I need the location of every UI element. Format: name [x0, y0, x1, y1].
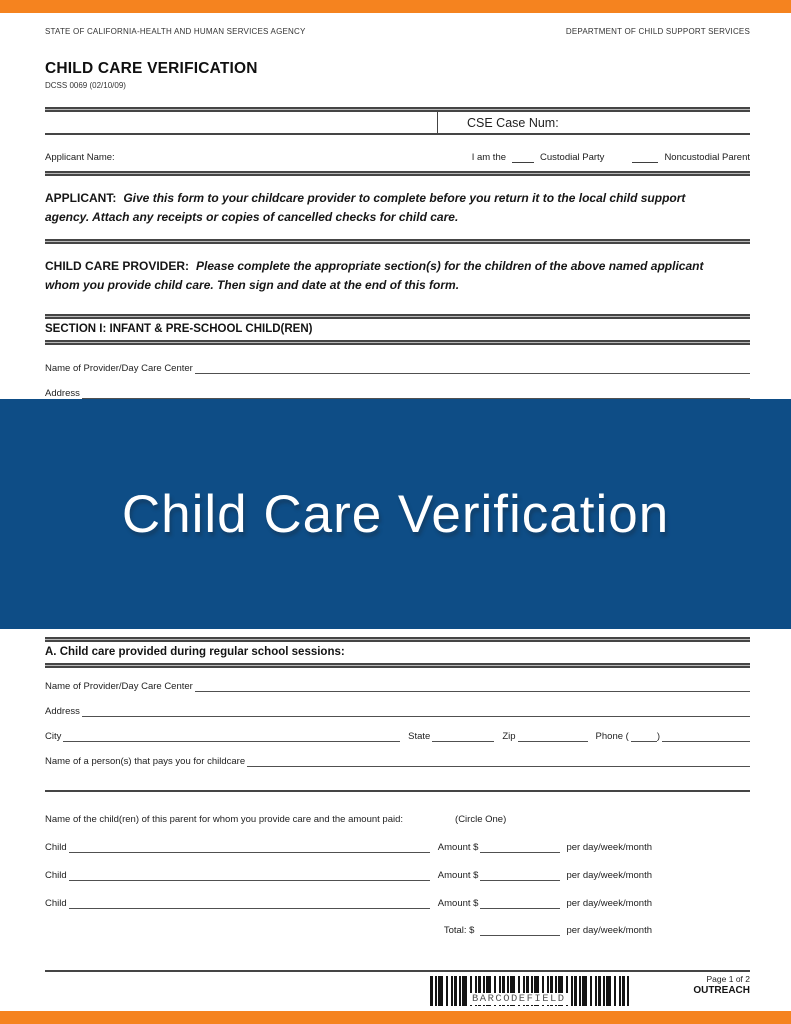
child-name-blank: [69, 897, 430, 909]
payer-name-row: [45, 754, 750, 767]
city-state-zip-phone-row: [45, 729, 750, 742]
child-name-blank: [69, 841, 430, 853]
total-blank: [480, 924, 560, 936]
per-period-label: per day/week/month: [566, 925, 652, 936]
amount-label: Amount $: [437, 898, 479, 909]
per-period-label: per day/week/month: [566, 898, 652, 909]
city-blank: [63, 730, 400, 742]
children-header-row: [45, 812, 750, 825]
child-amount-row: [45, 868, 652, 881]
divider-rule: [45, 171, 750, 176]
total-label: Total: $: [443, 925, 475, 936]
form-title: CHILD CARE VERIFICATION: [45, 60, 258, 77]
child-label: Child: [45, 870, 67, 881]
divider-rule: [45, 340, 750, 345]
cse-case-row: [45, 112, 750, 133]
barcode-label: BARCODEFIELD: [472, 993, 566, 1005]
amount-blank: [480, 869, 560, 881]
form-lower-section: [45, 633, 750, 936]
child-name-blank: [69, 869, 430, 881]
phone-number-blank: [662, 730, 750, 742]
divider-rule: [45, 133, 750, 135]
city-label: City: [45, 731, 62, 742]
phone-label: Phone (: [595, 731, 629, 742]
provider-name-blank: [195, 362, 750, 374]
circle-one-label: (Circle One): [455, 814, 507, 825]
applicant-instructions-lead: APPLICANT:: [45, 191, 117, 205]
custodial-checkbox-blank: [512, 152, 534, 163]
iam-label: I am the: [471, 152, 507, 163]
amount-blank: [480, 841, 560, 853]
child-label: Child: [45, 898, 67, 909]
outreach-label: OUTREACH: [693, 985, 750, 996]
custodial-label: Custodial Party: [540, 152, 605, 163]
per-period-label: per day/week/month: [566, 842, 652, 853]
children-header-label: Name of the child(ren) of this parent for whom you provide care and the amount paid:: [45, 814, 404, 825]
applicant-instructions-text: Give this form to your childcare provider to complete before you return it to the local child support agency. Attach any receipts or copies of cancelled checks for child care.: [45, 191, 686, 224]
section1-provider-row: [45, 361, 750, 374]
payer-label: Name of a person(s) that pays you for childcare: [45, 756, 246, 767]
sectionA-address-row: [45, 704, 750, 717]
provider-name-label: Name of Provider/Day Care Center: [45, 681, 193, 692]
department-name-right: DEPARTMENT OF CHILD SUPPORT SERVICES: [565, 27, 750, 36]
amount-label: Amount $: [437, 842, 479, 853]
payer-blank: [247, 755, 750, 767]
phone-paren-close: ): [656, 731, 660, 742]
state-blank: [432, 730, 494, 742]
page-footer: [45, 968, 750, 1011]
cse-case-cell: [437, 112, 750, 133]
provider-name-label: Name of Provider/Day Care Center: [45, 363, 193, 375]
address-blank: [82, 705, 750, 717]
provider-name-blank: [195, 680, 750, 692]
agency-header: [45, 27, 750, 36]
section1-address-row: [45, 386, 750, 399]
total-row: [45, 923, 652, 936]
page-number: Page 1 of 2: [706, 974, 750, 984]
agency-name-left: STATE OF CALIFORNIA-HEALTH AND HUMAN SERVICES AGENCY: [45, 27, 306, 36]
section1-heading: SECTION I: INFANT & PRE-SCHOOL CHILD(REN): [45, 323, 313, 336]
divider-rule: [45, 663, 750, 668]
address-label: Address: [45, 706, 80, 717]
applicant-row: [45, 145, 750, 171]
amount-label: Amount $: [437, 870, 479, 881]
applicant-instructions: [45, 189, 705, 226]
cse-case-label: CSE Case Num:: [467, 115, 559, 130]
divider-rule: [45, 970, 750, 972]
hero-banner-title: Child Care Verification: [121, 484, 670, 544]
address-label: Address: [45, 388, 80, 400]
divider-rule: [45, 790, 750, 792]
amount-blank: [480, 897, 560, 909]
child-amount-row: [45, 896, 652, 909]
footer-right-block: [693, 974, 750, 996]
divider-rule: [45, 239, 750, 244]
zip-label: Zip: [502, 731, 516, 742]
top-accent-bar: [0, 0, 791, 13]
form-upper-section: [45, 13, 750, 399]
sectionA-heading: A. Child care provided during regular school sessions:: [45, 646, 345, 658]
bottom-accent-bar: [0, 1011, 791, 1024]
state-label: State: [408, 731, 431, 742]
form-number: DCSS 0069 (02/10/09): [45, 81, 126, 90]
area-code-blank: [631, 730, 657, 742]
applicant-name-label: Applicant Name:: [45, 152, 115, 163]
noncustodial-checkbox-blank: [632, 152, 658, 163]
sectionA-provider-row: [45, 679, 750, 692]
child-label: Child: [45, 842, 67, 853]
barcode: [430, 976, 630, 1006]
provider-instructions: [45, 257, 705, 294]
hero-banner: [0, 399, 791, 629]
zip-blank: [518, 730, 588, 742]
per-period-label: per day/week/month: [566, 870, 652, 881]
child-amount-row: [45, 840, 652, 853]
provider-instructions-lead: CHILD CARE PROVIDER:: [45, 259, 190, 274]
party-choice-group: [472, 152, 750, 163]
noncustodial-label: Noncustodial Parent: [664, 152, 750, 163]
address-blank: [82, 387, 750, 399]
provider-instructions-text: Please complete the appropriate section(s) for the children of the above named applicant whom you provide child care. Then sign and date at the end of this form.: [45, 259, 704, 292]
